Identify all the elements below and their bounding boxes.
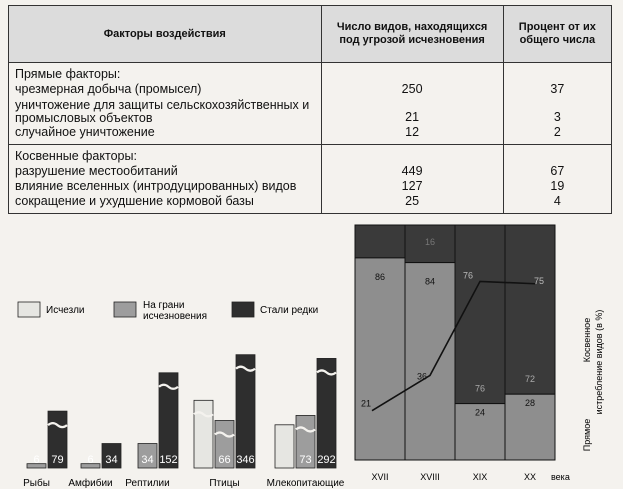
bar-segment-direct	[405, 263, 455, 460]
count-cell: 12	[321, 125, 503, 145]
category-label: XX	[523, 472, 537, 482]
table-row	[9, 82, 612, 97]
bar-value-label: 346	[236, 454, 255, 466]
direct-value-label: 84	[424, 276, 436, 287]
direct-value-label: 24	[474, 407, 486, 418]
legend-swatch-endangered	[114, 302, 136, 317]
category-label: Амфибии	[68, 478, 113, 489]
factor-cell: чрезмерная добыча (промысел)	[9, 82, 322, 97]
header-percent: Процент от их общего числа	[503, 6, 611, 63]
y-label-indirect: Косвенное	[582, 317, 592, 363]
category-label: Млекопитающие	[266, 478, 345, 489]
count-cell: 25	[321, 194, 503, 214]
y-label-side: истребление видов (в %)	[594, 309, 604, 415]
group-row-indirect	[9, 145, 612, 165]
category-label: XVIII	[420, 472, 440, 482]
table-row	[9, 179, 612, 194]
percent-cell: 19	[503, 179, 611, 194]
count-cell: 449	[321, 164, 503, 179]
bar	[275, 425, 294, 468]
bar-value-label: 6	[33, 454, 40, 466]
direct-value-label: 86	[374, 271, 386, 282]
line-point-label: 75	[533, 275, 545, 286]
category-label: Рыбы	[23, 478, 50, 489]
category-label: Рептилии	[125, 478, 170, 489]
bar-segment-indirect	[505, 225, 555, 394]
table-row	[9, 125, 612, 145]
y-label-direct: Прямое	[582, 418, 592, 452]
table-row	[9, 164, 612, 179]
bar-value-label: 152	[159, 454, 178, 466]
indirect-value-label: 16	[424, 237, 436, 247]
legend-label-endangered: На грани исчезновения	[143, 300, 207, 322]
chart-stacked-bars	[355, 225, 555, 460]
chart-category-labels	[371, 472, 536, 482]
percent-cell: 37	[503, 82, 611, 97]
bar-segment-direct	[355, 258, 405, 460]
direct-value-label: 28	[524, 398, 536, 409]
table-row	[9, 97, 612, 125]
group-label: Косвенные факторы:	[9, 145, 322, 165]
percent-cell: 4	[503, 194, 611, 214]
bar-value-label: 34	[105, 454, 118, 466]
chart-bars	[27, 355, 336, 468]
indirect-value-label: 76	[474, 383, 486, 394]
legend-label-extinct: Исчезли	[46, 305, 85, 316]
factor-cell: разрушение местообитаний	[9, 164, 322, 179]
bar	[194, 400, 213, 468]
bar-value-label: 6	[87, 454, 94, 466]
legend-label-rare: Стали редки	[260, 305, 319, 316]
factor-cell: влияние вселенных (интродуцированных) видов	[9, 179, 322, 194]
indirect-value-label: 72	[524, 374, 536, 385]
bar-value-label: 292	[317, 454, 336, 466]
group-row-direct	[9, 63, 612, 83]
category-label: Птицы	[209, 478, 240, 489]
count-cell: 250	[321, 82, 503, 97]
line-point-label: 36	[416, 371, 428, 382]
species-by-class-chart	[0, 290, 350, 489]
header-factors: Факторы воздействия	[9, 6, 322, 63]
x-unit-label: века	[551, 472, 570, 482]
bar-value-label: 34	[141, 454, 154, 466]
bar-value-label: 66	[218, 454, 231, 466]
percent-cell: 2	[503, 125, 611, 145]
factor-cell: случайное уничтожение	[9, 125, 322, 145]
bar-segment-indirect	[355, 225, 405, 258]
category-label: XVII	[371, 472, 389, 482]
percent-cell: 67	[503, 164, 611, 179]
threat-factors-table	[8, 5, 612, 214]
legend-swatch-extinct	[18, 302, 40, 317]
bar	[236, 355, 255, 468]
count-cell: 127	[321, 179, 503, 194]
bar-value-label: 79	[51, 454, 64, 466]
line-point-label: 21	[360, 398, 372, 409]
legend-swatch-rare	[232, 302, 254, 317]
group-label: Прямые факторы:	[9, 63, 322, 83]
count-cell: 21	[321, 97, 503, 125]
bar-value-label: 73	[299, 454, 312, 466]
factor-cell: сокращение и ухудшение кормовой базы	[9, 194, 322, 214]
chart-category-labels	[23, 477, 345, 489]
percent-cell: 3	[503, 97, 611, 125]
category-label: XIX	[472, 472, 488, 482]
chart-legend	[18, 300, 318, 322]
extermination-history-chart	[350, 222, 623, 489]
table-row	[9, 194, 612, 214]
header-species-count: Число видов, находящихся под угрозой исчезновения	[321, 6, 503, 63]
factor-cell: уничтожение для защиты сельскохозяйственных и промысловых объектов	[9, 97, 322, 125]
line-point-label: 76	[462, 270, 474, 281]
